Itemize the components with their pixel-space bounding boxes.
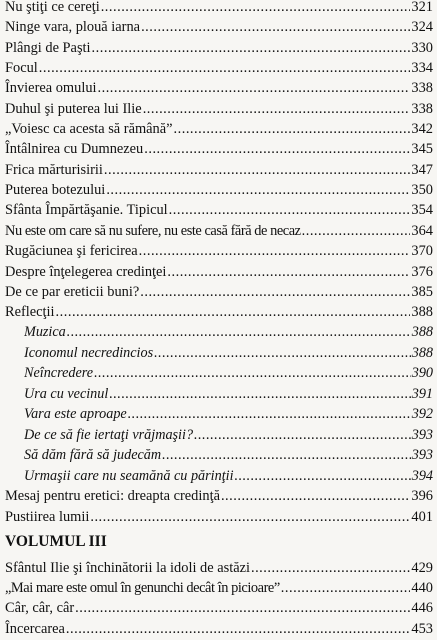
toc-entry: Nu ştiţi ce cereţi ..... 321 — [5, 0, 433, 17]
toc-entry: Sfântul Ilie şi închinătorii la idoli de astăzi ..... 429 — [5, 558, 433, 578]
toc-entry: Despre înţelegerea credinţei ..... 376 — [5, 262, 433, 282]
toc-entry: Încercarea ..... 453 — [5, 619, 433, 639]
toc-subentry: De ce să fie iertaţi vrăjmaşii? ..... 393 — [24, 425, 433, 445]
toc-subentry: Vara este aproape ..... 392 — [24, 404, 433, 424]
toc-entry: Puterea botezului ..... 350 — [5, 180, 433, 200]
toc-entry: Învierea omului ..... 338 — [5, 78, 433, 98]
toc-entry: Câr, câr, câr ..... 446 — [5, 598, 433, 618]
toc-entry: Nu este om care să nu sufere, nu este casă fără de necaz ..... 364 — [5, 221, 433, 241]
toc-entry: Sfânta Împărtăşanie. Tipicul ..... 354 — [5, 200, 433, 220]
toc-entry: Rugăciunea şi fericirea ..... 370 — [5, 241, 433, 261]
toc-entry: Întâlnirea cu Dumnezeu ..... 345 — [5, 139, 433, 159]
toc-entry: „Mai mare este omul în genunchi decât în picioare” ..... 440 — [5, 578, 433, 598]
toc-subentry: Iconomul necredincios ..... 388 — [24, 343, 433, 363]
toc-entry: Focul ..... 334 — [5, 58, 433, 78]
toc-entry: De ce par ereticii buni? ..... 385 — [5, 282, 433, 302]
toc-subentry: Urmaşii care nu seamănă cu părinţii ..... 394 — [24, 466, 433, 486]
toc-subentry: Neîncredere ..... 390 — [24, 363, 433, 383]
toc-subentry: Muzica ..... 388 — [24, 322, 433, 342]
toc-entry: Plângi de Paşti ..... 330 — [5, 38, 433, 58]
toc-subentry: Să dăm fără să judecăm ..... 393 — [24, 445, 433, 465]
toc-entry: „Voiesc ca acesta să rămână” ..... 342 — [5, 119, 433, 139]
toc-entry: Pustiirea lumii ..... 401 — [5, 507, 433, 527]
toc-entry: Frica mărturisirii ..... 347 — [5, 160, 433, 180]
toc-entry: Mesaj pentru eretici: dreapta credinţă ..... 396 — [5, 486, 433, 506]
toc-entry: Ninge vara, plouă iarna ..... 324 — [5, 17, 433, 37]
toc-entry: Reflecţii ..... 388 — [5, 302, 433, 322]
volume-heading: VOLUMUL III — [5, 533, 107, 550]
toc-entry: Duhul şi puterea lui Ilie ..... 338 — [5, 99, 433, 119]
toc-subentry: Ura cu vecinul ..... 391 — [24, 384, 433, 404]
